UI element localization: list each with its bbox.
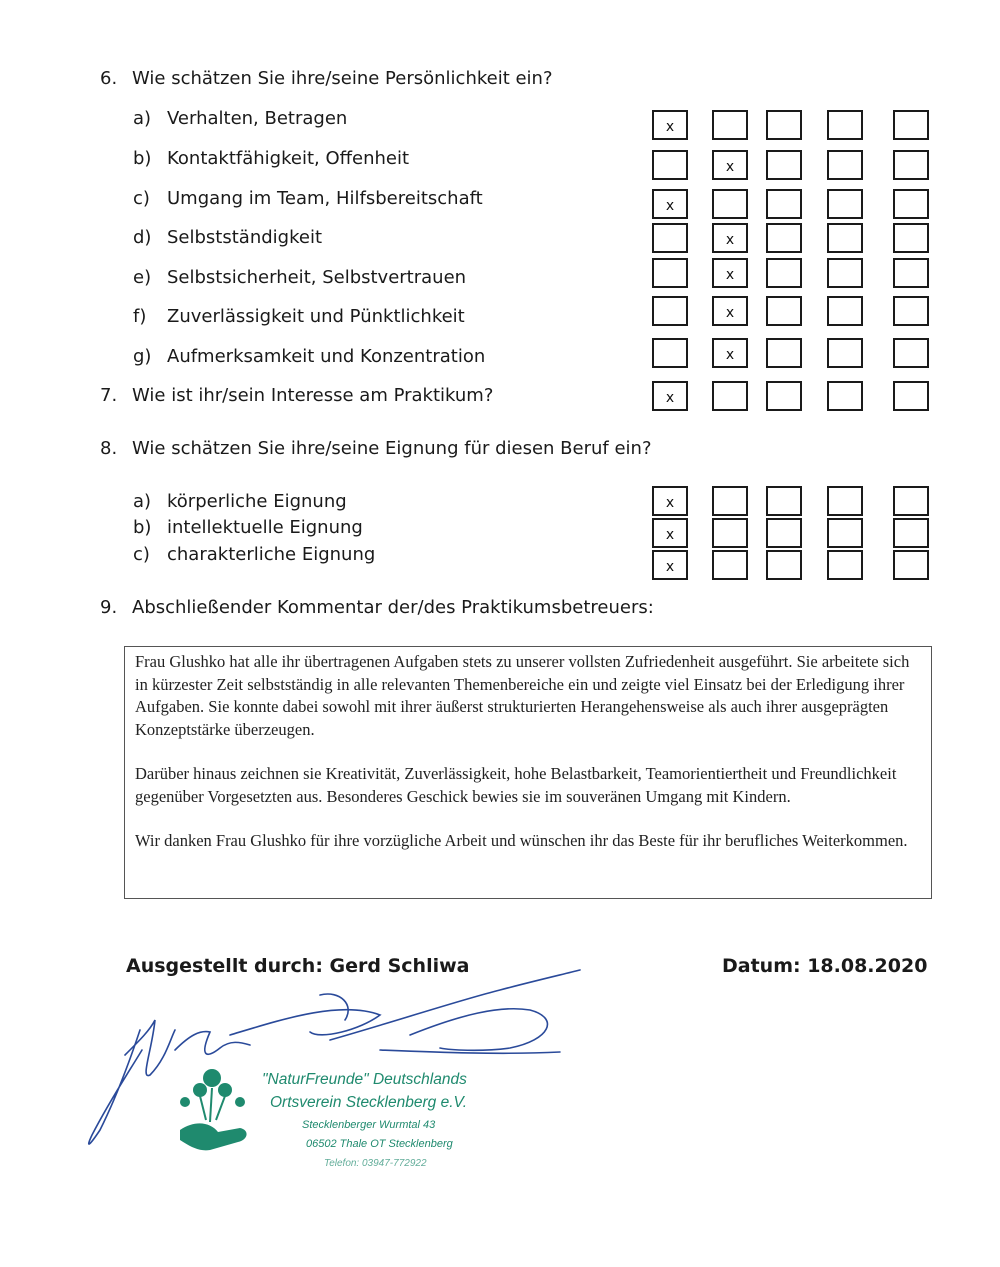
item-6b: b) Kontaktfähigkeit, Offenheit: [133, 148, 410, 169]
rating-box-5[interactable]: [893, 338, 929, 368]
question-6: [100, 68, 553, 89]
rating-box-4[interactable]: [827, 338, 863, 368]
issued-by: Ausgestellt durch: Gerd Schliwa: [126, 955, 470, 977]
stamp-line-1: "NaturFreunde" Deutschlands: [262, 1071, 467, 1088]
rating-box-4[interactable]: [827, 150, 863, 180]
rating-box-4[interactable]: [827, 550, 863, 580]
rating-box-4[interactable]: [827, 189, 863, 219]
question-7: [100, 385, 493, 406]
rating-row-6f: [652, 296, 932, 328]
rating-box-3[interactable]: [766, 223, 802, 253]
rating-box-3[interactable]: [766, 258, 802, 288]
rating-box-1-checked[interactable]: x: [652, 486, 688, 516]
rating-box-4[interactable]: [827, 258, 863, 288]
rating-box-5[interactable]: [893, 150, 929, 180]
rating-box-1[interactable]: [652, 338, 688, 368]
issue-date: Datum: 18.08.2020: [722, 955, 928, 977]
stamp-line-5: Telefon: 03947-772922: [324, 1158, 427, 1169]
item-6g: g) Aufmerksamkeit und Konzentration: [133, 346, 486, 367]
rating-box-1[interactable]: [652, 258, 688, 288]
rating-box-4[interactable]: [827, 518, 863, 548]
rating-row-6e: [652, 258, 932, 290]
rating-box-4[interactable]: [827, 223, 863, 253]
rating-box-1[interactable]: [652, 150, 688, 180]
rating-row-6d: [652, 223, 932, 255]
rating-box-1-checked[interactable]: x: [652, 518, 688, 548]
rating-row-8b: [652, 518, 932, 550]
rating-box-2-checked[interactable]: x: [712, 338, 748, 368]
stamp-logo: [170, 1060, 260, 1160]
item-6e: e) Selbstsicherheit, Selbstvertrauen: [133, 267, 467, 288]
rating-box-2-checked[interactable]: x: [712, 223, 748, 253]
rating-box-3[interactable]: [766, 381, 802, 411]
rating-box-5[interactable]: [893, 550, 929, 580]
comment-paragraph-1: Frau Glushko hat alle ihr übertragenen Aufgaben stets zu unserer vollsten Zufriedenheit ausgeführt. Sie arbeitete sich in kürzester Zeit selbstständig in alle relevanten Themenbereiche ein und zeigte viel Einsatz bei der Erledigung ihrer Aufgaben. Sie konnte dabei sowohl mit ihrer äußerst strukturierten Herangehensweise als auch ihrer ausgeprägten Konzeptstärke überzeugen.: [135, 652, 910, 739]
rating-box-3[interactable]: [766, 486, 802, 516]
rating-box-2-checked[interactable]: x: [712, 150, 748, 180]
rating-box-1-checked[interactable]: x: [652, 550, 688, 580]
rating-row-7: [652, 381, 932, 413]
rating-box-5[interactable]: [893, 486, 929, 516]
rating-row-8c: [652, 550, 932, 582]
item-6f: f) Zuverlässigkeit und Pünktlichkeit: [133, 306, 465, 327]
rating-box-5[interactable]: [893, 223, 929, 253]
rating-box-4[interactable]: [827, 110, 863, 140]
rating-box-4[interactable]: [827, 296, 863, 326]
rating-box-1-checked[interactable]: x: [652, 189, 688, 219]
rating-box-5[interactable]: [893, 296, 929, 326]
rating-box-5[interactable]: [893, 189, 929, 219]
rating-box-2[interactable]: [712, 486, 748, 516]
item-6c: c) Umgang im Team, Hilfsbereitschaft: [133, 188, 483, 209]
rating-row-8a: [652, 486, 932, 518]
rating-box-2[interactable]: [712, 189, 748, 219]
rating-row-6a: [652, 110, 932, 142]
comment-paragraph-3: Wir danken Frau Glushko für ihre vorzügliche Arbeit und wünschen ihr das Beste für ihr berufliches Weiterkommen.: [135, 831, 908, 850]
comment-box: [124, 646, 932, 899]
rating-box-3[interactable]: [766, 296, 802, 326]
question-number: 8.: [100, 438, 118, 459]
item-8c: c) charakterliche Eignung: [133, 544, 376, 565]
rating-box-1[interactable]: [652, 223, 688, 253]
rating-row-6g: [652, 338, 932, 370]
rating-box-3[interactable]: [766, 189, 802, 219]
rating-box-2[interactable]: [712, 550, 748, 580]
rating-box-1[interactable]: [652, 296, 688, 326]
rating-box-3[interactable]: [766, 338, 802, 368]
question-number: 9.: [100, 597, 118, 618]
rating-box-3[interactable]: [766, 518, 802, 548]
rating-box-2-checked[interactable]: x: [712, 296, 748, 326]
rating-box-3[interactable]: [766, 110, 802, 140]
item-8a: a) körperliche Eignung: [133, 491, 347, 512]
rating-row-6b: [652, 150, 932, 182]
rating-row-6c: [652, 189, 932, 221]
question-8: [100, 438, 652, 459]
question-number: 7.: [100, 385, 118, 406]
question-9: [100, 597, 654, 618]
rating-box-2[interactable]: [712, 518, 748, 548]
comment-paragraph-2: Darüber hinaus zeichnen sie Kreativität, Zuverlässigkeit, hohe Belastbarkeit, Teamorientiertheit und Freundlichkeit gegenüber Vorgesetzten aus. Besonderes Geschick bewies sie im souveränen Umgang mit Kindern.: [135, 764, 897, 806]
rating-box-1-checked[interactable]: x: [652, 381, 688, 411]
rating-box-5[interactable]: [893, 258, 929, 288]
rating-box-2-checked[interactable]: x: [712, 258, 748, 288]
stamp-line-3: Stecklenberger Wurmtal 43: [302, 1119, 436, 1131]
rating-box-5[interactable]: [893, 381, 929, 411]
stamp-line-2: Ortsverein Stecklenberg e.V.: [270, 1094, 467, 1111]
rating-box-1-checked[interactable]: x: [652, 110, 688, 140]
item-6d: d) Selbstständigkeit: [133, 227, 323, 248]
question-title: Wie ist ihr/sein Interesse am Praktikum?: [132, 385, 494, 406]
question-title: Wie schätzen Sie ihre/seine Eignung für diesen Beruf ein?: [132, 438, 652, 459]
item-6a: a) Verhalten, Betragen: [133, 108, 348, 129]
item-8b: b) intellektuelle Eignung: [133, 517, 363, 538]
rating-box-2[interactable]: [712, 381, 748, 411]
stamp-line-4: 06502 Thale OT Stecklenberg: [306, 1138, 453, 1150]
rating-box-3[interactable]: [766, 150, 802, 180]
rating-box-4[interactable]: [827, 486, 863, 516]
question-title: Abschließender Kommentar der/des Praktikumsbetreuers:: [132, 597, 654, 618]
rating-box-3[interactable]: [766, 550, 802, 580]
rating-box-4[interactable]: [827, 381, 863, 411]
rating-box-5[interactable]: [893, 518, 929, 548]
rating-box-5[interactable]: [893, 110, 929, 140]
question-number: 6.: [100, 68, 118, 89]
rating-box-2[interactable]: [712, 110, 748, 140]
question-title: Wie schätzen Sie ihre/seine Persönlichkeit ein?: [132, 68, 553, 89]
